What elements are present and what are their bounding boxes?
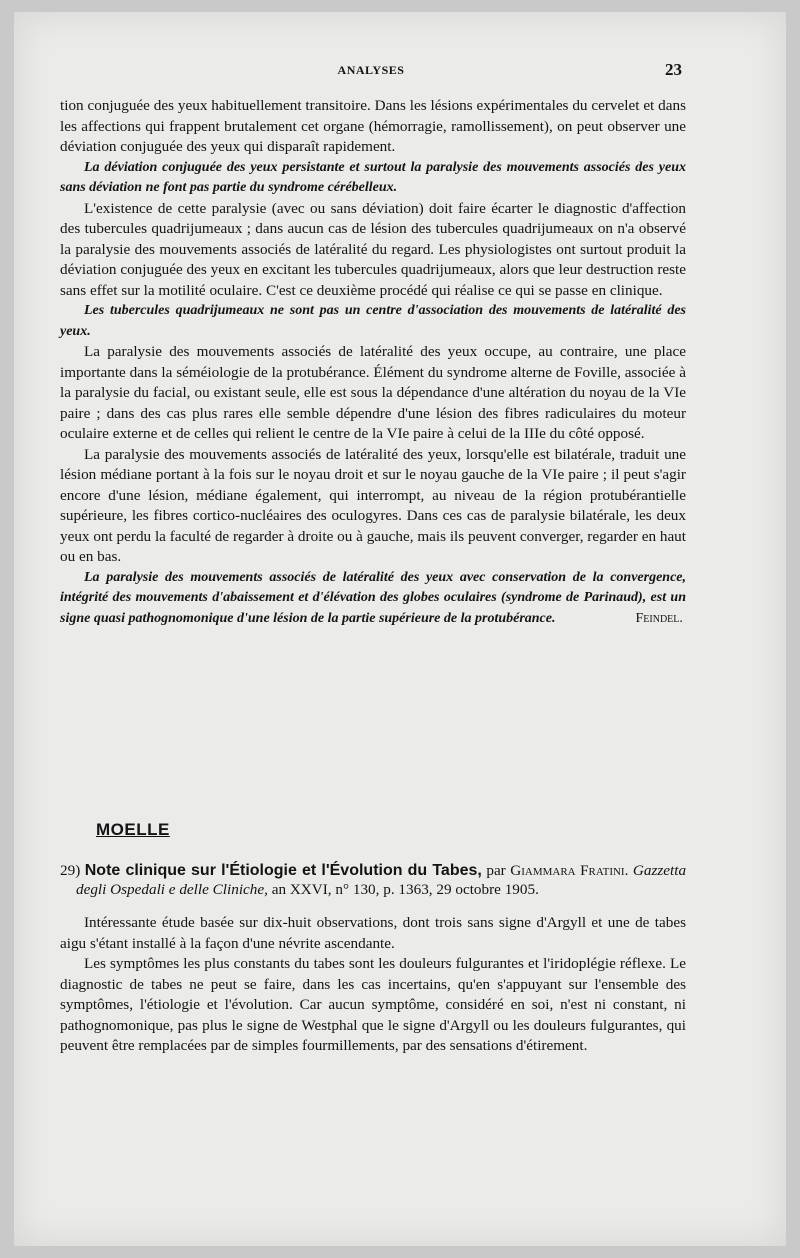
paragraph: Les symptômes les plus constants du tabes sont les douleurs fulgurantes et l'iridoplégie réflexe. Le diagnostic de tabes ne peut se faire, dans les cas incertains, qu'en s'appuyant sur l'ensemble des symptômes, l'étiologie et l'évolution. Car aucun symptôme, considéré en soi, n'est ni constant, ni pathognomonique, pas plus le signe de Westphal que le signe d'Argyll ou les douleurs fulgurantes, qui peuvent être remplacées par de simples fourmillements, par des sensations d'étirement. — [60, 955, 686, 1054]
paragraph: Intéressante étude basée sur dix-huit observations, dont trois sans signe d'Argyll et une de tabes aigu s'étant installé à la façon d'une névrite ascendante. — [60, 914, 686, 952]
conclusion-paragraph: La déviation conjuguée des yeux persistante et surtout la paralysie des mouvements associés des yeux sans déviation ne font pas partie du syndrome cérébelleux. — [60, 159, 686, 195]
analysis-text — [60, 96, 686, 629]
article-title: Note clinique sur l'Étiologie et l'Évolution du Tabes, — [84, 862, 482, 879]
author-signature: Feindel. — [635, 610, 683, 626]
page-header — [60, 60, 682, 84]
section-title: MOELLE — [96, 820, 170, 839]
paragraph: tion conjuguée des yeux habituellement transitoire. Dans les lésions expérimentales du cervelet et dans les affections qui frappent brutalement cet organe (hémorragie, ramollissement), on peut observer une déviation conjuguée des yeux qui disparaît rapidement. — [60, 97, 686, 155]
article-author: Giammara Fratini. — [510, 862, 629, 879]
running-head: ANALYSES — [337, 63, 405, 77]
article-reference — [60, 861, 686, 899]
page-number: 23 — [665, 60, 682, 79]
article-entry — [60, 861, 686, 1057]
conclusion-paragraph: Les tubercules quadrijumeaux ne sont pas un centre d'association des mouvements de latéralité des yeux. — [60, 303, 686, 339]
article-citation: an XXVI, n° 130, p. 1363, 29 octobre 1905. — [271, 881, 539, 898]
article-source: Gazzetta degli Ospedali e delle Cliniche, — [76, 862, 687, 898]
article-body — [60, 913, 686, 1057]
paragraph: L'existence de cette paralysie (avec ou sans déviation) doit faire écarter le diagnostic d'affection des tubercules quadrijumeaux ; dans aucun cas de lésion des tubercules quadrijumeaux on n'a observé la paralysie des mouvements associés de latéralité du regard. Les physiologistes ont surtout produit la déviation conjuguée des yeux en excitant les tubercules quadrijumeaux, alors que leur destruction reste sans effet sur la motilité oculaire. C'est ce deuxième procédé qui réalise ce qui se passe en clinique. — [60, 199, 686, 299]
conclusion-text: La paralysie des mouvements associés de latéralité des yeux avec conservation de la convergence, intégrité des mouvements d'abaissement et d'élévation des globes oculaires (syndrome de Parinaud), est un signe quasi pathognomonique d'une lésion de la partie supérieure de la protubérance. — [60, 569, 686, 626]
author-prefix: par — [486, 862, 506, 879]
paragraph: La paralysie des mouvements associés de latéralité des yeux, lorsqu'elle est bilatérale, traduit une lésion médiane portant à la fois sur le noyau droit et sur le noyau gauche de la VIe paire ; il peut s'agir encore d'une lésion, médiane également, qui interrompt, au niveau de la région protubérantielle supérieure, les fibres cortico-nucléaires des oculogyres. Dans ces cas de paralysie bilatérale, les deux yeux ont perdu la faculté de regarder à droite ou à gauche, mais ils peuvent converger, regarder en haut ou en bas. — [60, 445, 686, 565]
conclusion-paragraph — [60, 568, 686, 630]
article-number: 29) — [60, 862, 81, 879]
paragraph: La paralysie des mouvements associés de latéralité des yeux occupe, au contraire, une place importante dans la séméiologie de la protubérance. Élément du syndrome alterne de Foville, associée à la paralysie du facial, ou existant seule, elle est sous la dépendance d'une altération du noyau de la VIe paire ; dans des cas plus rares elle semble dépendre d'une lésion des fibres radiculaires du moteur oculaire externe et de celles qui relient le centre de la VIe paire à celui de la IIIe du côté opposé. — [60, 343, 686, 442]
